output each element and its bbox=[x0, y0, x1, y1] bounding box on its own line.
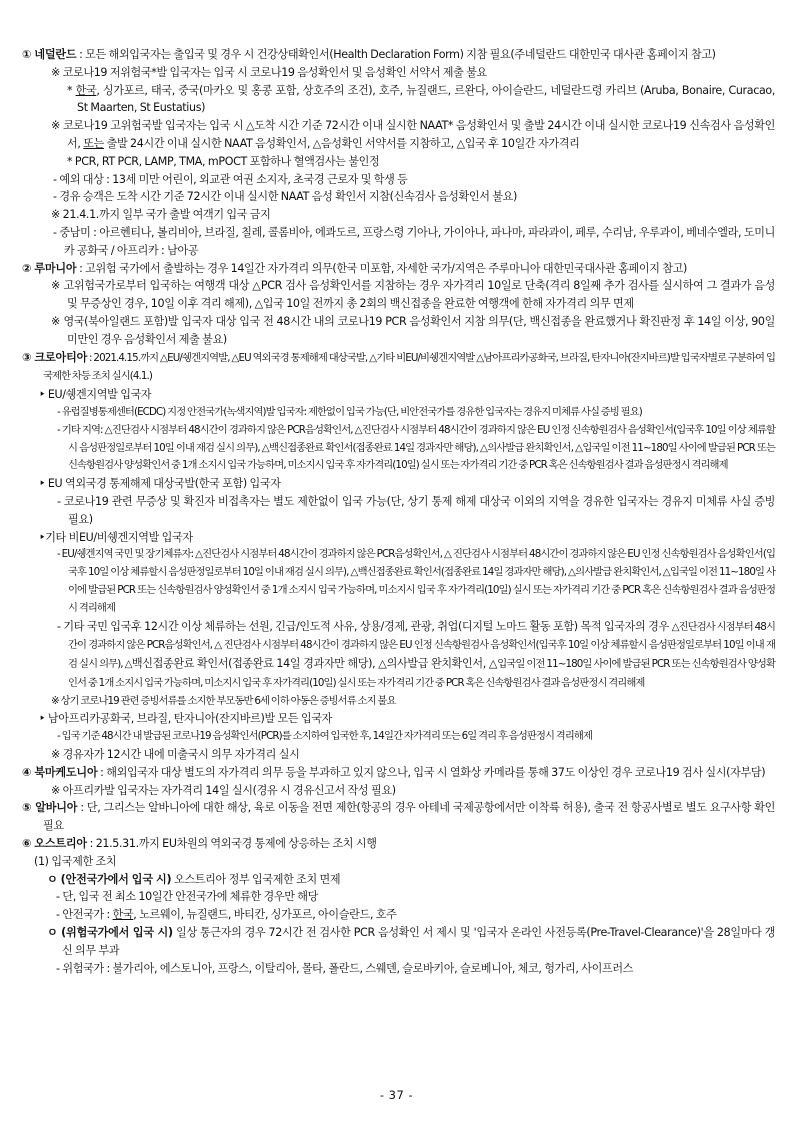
korea-underlined: 한국 bbox=[75, 83, 97, 97]
triangle-item: ‣ EU 역외국경 통제해제 대상국발(한국 포함) 입국자 bbox=[39, 477, 281, 491]
circle-text: 오스트리아 정부 입국제한 조치 면제 bbox=[171, 872, 341, 886]
or-underlined: 또는 bbox=[83, 136, 104, 150]
north-macedonia-text: : 해외입국자 대상 별도의 자가격리 의무 등을 부과하고 있지 않으나, 입국 시 열화상 카메라를 통해 37도 이상인 경우 코로나19 검사 실시(자부담) bbox=[97, 765, 766, 779]
note: ※ 상기 코로나19 관련 증빙서류를 소지한 부모동반 6세 이하 아동은 증빙서류 소지 불요 bbox=[51, 694, 396, 707]
austria-heading: ⑥ 오스트리아 bbox=[22, 837, 87, 851]
circle-item bbox=[22, 924, 775, 960]
note bbox=[22, 117, 775, 153]
albania-paragraph bbox=[22, 799, 775, 835]
romania-paragraph bbox=[22, 260, 775, 278]
netherlands-paragraph bbox=[22, 46, 775, 64]
sub-note: * PCR, RT PCR, LAMP, TMA, mPOCT 포함하나 혈액검사는 불인정 bbox=[67, 154, 380, 168]
risk-country-heading: ㅇ (위험국가에서 입국 시) bbox=[47, 926, 173, 940]
note: ※ 아프리카발 입국자는 자가격리 14일 실시(경유 시 경유신고서 작성 필요) bbox=[51, 783, 396, 797]
dash-item bbox=[22, 618, 775, 693]
note-text: 출발 24시간 이내 실시한 NAAT 음성확인서, △음성확인 서약서를 지참하고, △입국 후 10일간 자가격리 bbox=[103, 136, 580, 150]
circle-text: 일상 통근자의 경우 72시간 전 검사한 PCR 음성확인 서 제시 및 '입국자 온라인 사전등록(Pre-Travel-Clearance)'을 28일마다 갱신 의무 부과 bbox=[62, 926, 775, 957]
asterisk: * bbox=[67, 83, 76, 97]
triangle-item: ‣ 남아프리카공화국, 브라질, 탄자니아(잔지바르)발 모든 입국자 bbox=[39, 712, 333, 726]
dash-item: - 입국 기준 48시간 내 발급된 코로나19 음성확인서(PCR)를 소지하여 입국한 후, 14일간 자가격리 또는 6일 격리 후 음성판정시 격리해제 bbox=[57, 730, 592, 743]
note: ※ 고위험국가로부터 입국하는 여행객 대상 △PCR 검사 음성확인서를 지참하는 경우 자가격리 10일로 단축(격리 8일째 추가 검사를 실시하여 그 결과가 음성 및 무증상인 경우, 10일 이후 격리 해제), △입국 10일 전까지 총 2회의 백신접종을 완료한 여행객에 한해 자가격리 의무 면제 bbox=[51, 279, 775, 311]
austria-paragraph bbox=[22, 835, 775, 853]
dash-item: - 위험국가 : 불가리아, 에스토니아, 프랑스, 이탈리아, 몰타, 폴란드, 스웨덴, 슬로바키아, 슬로베니아, 체코, 헝가리, 사이프러스 bbox=[56, 961, 634, 975]
croatia-text: : 2021.4.15.까지 △EU/쉥겐지역발, △EU 역외국경 통제해제 대상국발, △기타 비EU/비쉥겐지역발 △남아프리카공화국, 브라질, 탄자니아(잔지바르)발 입국자별로 구분하여 입국제한 차등 조치 실시(4.1.) bbox=[43, 351, 775, 383]
romania-heading: ② 루마니아 bbox=[22, 261, 77, 275]
dash-text: - 기타 국민 입국후 12시간 이상 체류하는 선원, 긴급/인도적 사유, 상용/경제, 관광, 취업(디지털 노마드 활동 포함) 목적 입국자의 경우 bbox=[57, 619, 672, 633]
albania-text: : 단, 그리스는 알바니아에 대한 해상, 육로 이동을 전면 제한(항공의 경우 아테네 국제공항에서만 이착륙 허용), 출국 전 항공사별로 별도 요구사항 확인 필요 bbox=[43, 801, 775, 833]
dash-text: 백신접종완료 확인서(접종완료 14일 경과자만 해당), △의사발급 완치확인서, △ bbox=[131, 657, 498, 671]
note: ※ 코로나19 저위험국*발 입국자는 입국 시 코로나19 음성확인서 및 음성확인 서약서 제출 불요 bbox=[51, 65, 487, 79]
dash-item: - 기타 지역: △진단검사 시점부터 48시간이 경과하지 않은 PCR음성확인서, △진단검사 시점부터 48시간이 경과하지 않은 EU 인정 신속항원검사 음성확인서(입국후 10일 이상 체류할시 음성판정일로부터 10일 이내 재검 실시 의무), △백신접종완료 확인서(접종완료 14일 경과자만 해당), △의사발급 완치확인서, △입국일 이전 11~180일 사이에 발급된 PCR 또는 신속항원검사 양성확인서 중 1개 소지시 입국 가능하며, 미소지시 입국 후 자가격리(10일) 실시 또는 자가격리 기간 중 PCR 혹은 신속항원검사 결과 음성판정시 격리해제 bbox=[57, 423, 775, 472]
korea-underlined: 한국 bbox=[112, 908, 134, 922]
note: ※ 21.4.1.까지 일부 국가 출발 여객기 입국 금지 bbox=[51, 208, 271, 222]
dash-text-condensed: △진단검사 시점부터 48시간이 경과하지 않은 PCR음성확인서, △ 진단검사 시점부터 48시간이 경과하지 않은 EU 인정 신속항원검사 음성확인서(입국후 10일 이상 체류할시 음성판정일로부터 10일 이내 재검 실시 의무), △ bbox=[68, 620, 775, 671]
dash-item: - EU/쉥겐지역 국민 및 장기체류자: △진단검사 시점부터 48시간이 경과하지 않은 PCR음성확인서, △ 진단검사 시점부터 48시간이 경과하지 않은 EU 인정 신속항원검사 음성확인서(입국후 10일 이상 체류할시 음성판정일로부터 10일 이내 재검 실시 의무), △백신접종완료 확인서(접종완료 14일 경과자만 해당), △의사발급 완치확인서, △입국일 이전 11~180일 사이에 발급된 PCR 또는 신속항원검사 양성확인서 중 1개 소지시 입국 가능하며, 미소지시 입국 후 자가격리(10일) 실시 또는 자가격리 기간 중 PCR 혹은 신속항원검사 결과 음성판정시 격리해제 bbox=[57, 548, 775, 614]
dash-item bbox=[22, 906, 775, 924]
note: ※ 경유자가 12시간 내에 미출국시 의무 자가격리 실시 bbox=[51, 748, 300, 762]
albania-heading: ⑤ 알바니아 bbox=[22, 801, 78, 815]
dash-item: - 경유 승객은 도착 시간 기준 72시간 이내 실시한 NAAT 음성 확인서 지참(신속검사 음성확인서 불요) bbox=[53, 190, 517, 204]
netherlands-heading: ① 네덜란드 bbox=[22, 48, 77, 61]
dash-item: - 예외 대상 : 13세 미만 어린이, 외교관 여권 소지자, 초국경 근로자 및 학생 등 bbox=[53, 172, 408, 186]
north-macedonia-paragraph bbox=[22, 764, 775, 782]
dash-item: - 코로나19 관련 무증상 및 확진자 비접촉자는 별도 제한없이 입국 가능(단, 상기 통제 해제 대상국 이외의 지역을 경유한 입국자는 경유지 미체류 사실 증빙 필요) bbox=[57, 494, 775, 526]
page-number: - 37 - bbox=[379, 1088, 414, 1102]
netherlands-text: : 모든 해외입국자는 출입국 및 경우 시 건강상태확인서(Health Declaration Form) 지참 필요(주네덜란드 대한민국 대사관 홈페이지 참고) bbox=[76, 48, 716, 61]
circle-item bbox=[22, 871, 775, 889]
austria-text: : 21.5.31.까지 EU차원의 역외국경 통제에 상응하는 조치 시행 bbox=[86, 837, 377, 851]
dash-text: - 안전국가 : bbox=[56, 908, 113, 922]
safe-countries: , 노르웨이, 뉴질랜드, 바티칸, 싱가포르, 아이슬란드, 호주 bbox=[133, 908, 397, 922]
croatia-heading: ③ 크로아티아 bbox=[22, 350, 88, 364]
dash-text-condensed: 입국일 이전 11~180일 사이에 발급된 PCR 또는 신속항원검사 양성확인서 중 1개 소지시 입국 가능하며, 미소지시 입국 후 자가격리(10일) 실시 또는 자가격리 기간 중 PCR 혹은 신속항원검사 결과 음성판정시 격리해제 bbox=[68, 658, 775, 689]
dash-item: - 중남미 : 아르헨티나, 볼리비아, 브라질, 칠레, 콜롬비아, 에콰도르, 프랑스령 기아나, 가이아나, 파나마, 파라과이, 페루, 수리남, 우루과이, 베네수엘라, 도미니카 공화국 / 아프리카 : 남아공 bbox=[53, 225, 775, 257]
note-text: ※ 코로나19 고위험국발 입국자는 입국 시 △도착 시간 기준 72시간 이내 실시한 NAAT* 음성확인서 및 출발 24시간 이내 실시한 코로나19 신속검사 음성확인서, bbox=[51, 119, 775, 150]
north-macedonia-heading: ④ 북마케도니아 bbox=[22, 765, 98, 779]
croatia-paragraph bbox=[22, 349, 775, 387]
note: ※ 영국(북아일랜드 포함)발 입국자 대상 입국 전 48시간 내의 코로나19 PCR 음성확인서 지참 의무(단, 백신접종을 완료했거나 확진판정 후 14일 이상, 90일 미만인 경우 음성확인서 제출 불요) bbox=[51, 314, 775, 346]
safe-country-heading: ㅇ (안전국가에서 입국 시) bbox=[47, 872, 172, 886]
dash-item: - 단, 입국 전 최소 10일간 안전국가에 체류한 경우만 해당 bbox=[56, 890, 319, 904]
numbered-item: (1) 입국제한 조치 bbox=[34, 854, 117, 868]
low-risk-countries: , 싱가포르, 태국, 중국(마카오 및 홍콩 포함, 상호주의 조건), 호주, 뉴질랜드, 르완다, 아이슬란드, 네덜란드령 카리브 (Aruba, Bonaire, Curacao, St Maarten, St Eustatius) bbox=[77, 83, 776, 115]
sub-note bbox=[22, 82, 775, 118]
dash-item: - 유럽질병통제센터(ECDC) 지정 안전국가(녹색지역)발 입국자: 제한없이 입국 가능(단, 비안전국가를 경유한 입국자는 경유지 미체류 사실 증빙 필요) bbox=[57, 405, 642, 418]
triangle-item: ‣ EU/쉥겐지역발 입국자 bbox=[39, 388, 152, 402]
romania-text: : 고위험 국가에서 출발하는 경우 14일간 자가격리 의무(한국 미포함, 자세한 국가/지역은 주루마니아 대한민국대사관 홈페이지 참고) bbox=[76, 261, 687, 275]
triangle-item: ‣기타 비EU/비쉥겐지역발 입국자 bbox=[39, 530, 193, 544]
